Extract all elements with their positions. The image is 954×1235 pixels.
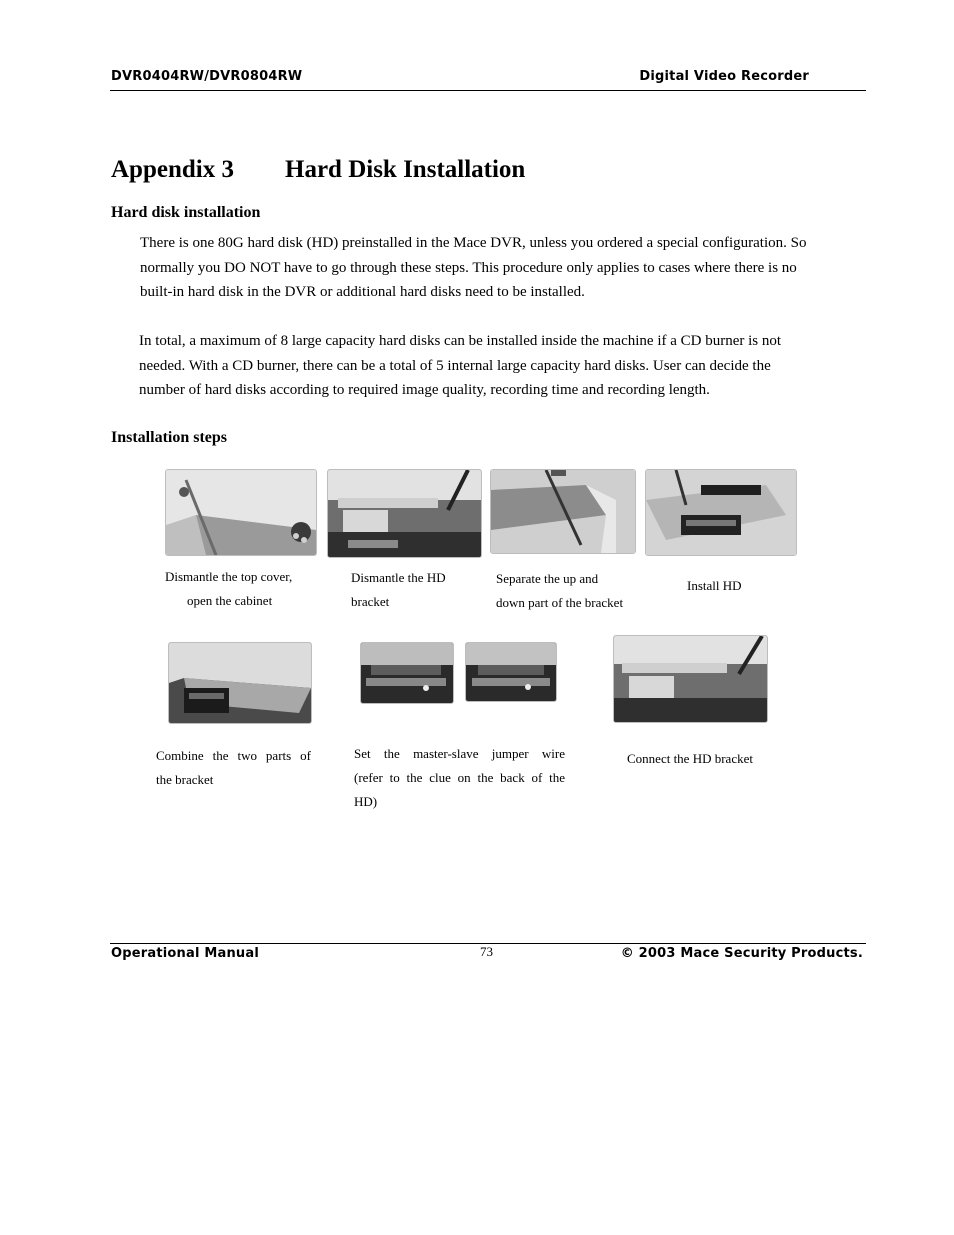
photo-install-hd: [645, 469, 797, 556]
section-heading-installation-steps: Installation steps: [111, 429, 228, 446]
photo-jumper-left: [360, 642, 454, 704]
caption-step-7: [627, 747, 787, 771]
appendix-number: Appendix 3: [111, 156, 234, 183]
caption-line: open the cabinet: [187, 593, 273, 608]
header-model: DVR0404RW/DVR0804RW: [111, 69, 303, 84]
photo-dismantle-top-cover: [165, 469, 317, 556]
paragraph-capacity: [139, 329, 859, 403]
paragraph-line: In total, a maximum of 8 large capacity hard disks can be installed inside the machine if a CD burner is not: [139, 333, 782, 349]
caption-line: Separate the up and: [496, 571, 599, 586]
paragraph-line: number of hard disks according to required image quality, recording time and recording length.: [139, 382, 710, 398]
caption-line: Dismantle the top cover,: [165, 569, 293, 584]
photo-combine-bracket: [168, 642, 312, 724]
paragraph-line: There is one 80G hard disk (HD) preinstalled in the Mace DVR, unless you ordered a special configuration. So: [140, 235, 807, 251]
caption-line: down part of the bracket: [496, 595, 624, 610]
caption-line: Dismantle the HD: [351, 570, 446, 585]
caption-step-5: [156, 744, 311, 792]
photo-jumper-right: [465, 642, 557, 702]
page-number: 73: [480, 944, 493, 959]
caption-step-6: [354, 742, 565, 814]
caption-line: bracket: [351, 594, 390, 609]
caption-line: Install HD: [687, 578, 742, 593]
header-product: Digital Video Recorder: [639, 69, 809, 84]
caption-step-3: [496, 567, 656, 615]
caption-line: Combine the two parts of: [156, 748, 311, 763]
footer-copyright: © 2003 Mace Security Products.: [620, 946, 863, 961]
caption-line: Set the master-slave jumper wire: [354, 746, 565, 761]
caption-step-1: [165, 565, 325, 613]
paragraph-line: needed. With a CD burner, there can be a total of 5 internal large capacity hard disks. User can decide the: [139, 357, 771, 374]
paragraph-preinstalled: [140, 231, 860, 305]
paragraph-line: normally you DO NOT have to go through these steps. This procedure only applies to cases where there is no: [140, 259, 797, 276]
caption-line: Connect the HD bracket: [627, 751, 753, 766]
footer-manual-label: Operational Manual: [111, 946, 260, 961]
caption-step-4: [687, 574, 807, 598]
section-heading-hard-disk-installation: Hard disk installation: [111, 204, 261, 221]
caption-line: HD): [354, 794, 378, 809]
header-rule: [110, 90, 866, 91]
appendix-title: Hard Disk Installation: [285, 156, 526, 183]
photo-separate-bracket: [490, 469, 636, 554]
photo-connect-hd-bracket: [613, 635, 768, 723]
photo-dismantle-hd-bracket: [327, 469, 482, 558]
caption-line: (refer to the clue on the back of the: [354, 770, 565, 785]
caption-step-2: [351, 566, 481, 614]
paragraph-line: built-in hard disk in the DVR or additional hard disks need to be installed.: [140, 284, 585, 300]
caption-line: the bracket: [156, 772, 214, 787]
